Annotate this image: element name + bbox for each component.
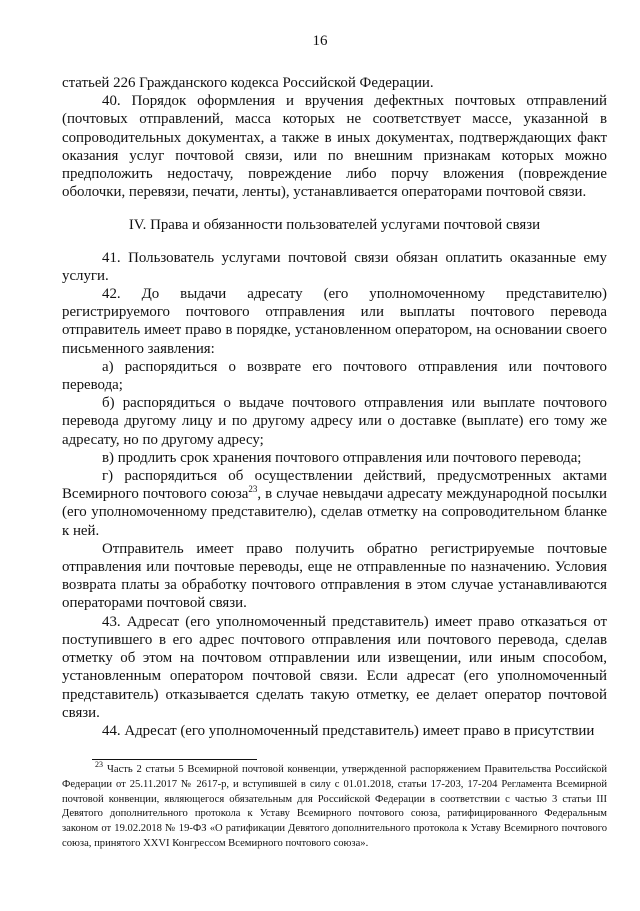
paragraph-continuation: статьей 226 Гражданского кодекса Российской Федерации. [62, 75, 434, 91]
paragraph-42-g-text-2: , в случае невыдачи адресату международной посылки (его уполномоченному представителю), сделав отметку на сопроводительном бланке к ней. [62, 486, 607, 539]
footnote-reference: 23 [248, 484, 258, 495]
paragraph-42-v: в) продлить срок хранения почтового отправления или почтового перевода; [102, 449, 582, 466]
paragraph-42: 42. До выдачи адресату (его уполномоченному представителю) регистрируемого почтового отправления или выплаты почтового перевода отправитель имеет право в порядке, установленном оператором, на основании своего письменного заявления: [62, 286, 607, 357]
section-heading: IV. Права и обязанности пользователей услугами почтовой связи [128, 217, 541, 234]
paragraph-42-g-text-1: г) распорядиться об осуществлении действий, предусмотренных актами Всемирного почтового союза [62, 468, 607, 503]
paragraph-41: 41. Пользователь услугами почтовой связи обязан оплатить оказанные ему услуги. [62, 249, 607, 284]
paragraph-44: 44. Адресат (его уполномоченный представитель) имеет право в присутствии [102, 722, 595, 739]
footnote-number: 23 [95, 760, 103, 770]
paragraph-42-g [62, 467, 607, 540]
paragraph-43: 43. Адресат (его уполномоченный представитель) имеет право отказаться от поступившего в его адрес почтового отправления или почтового перевода, сделав отметку об этом на почтовом отправлении или извещении, или иным способом, установленным оператором почтовой связи. Если адресат (его уполномоченный представитель) отказывается сделать такую отметку, ее делает оператор почтовой связи. [62, 613, 607, 721]
paragraph-40: 40. Порядок оформления и вручения дефектных почтовых отправлений (почтовых отправлений, масса которых не соответствует массе, указанной в сопроводительных документах, а также в иных документах, подтверждающих факт оказания услуг почтовой связи, или по внешним признакам которых можно предположить недостачу, повреждение либо порчу вложения (повреждение оболочки, перевязи, печати, ленты), устанавливается операторами почтовой связи. [62, 93, 607, 201]
footnote [62, 760, 607, 852]
footnote-divider [92, 759, 257, 760]
document-body [62, 74, 607, 740]
paragraph-42-a: а) распорядиться о возврате его почтового отправления или почтового перевода; [62, 358, 607, 394]
paragraph-42-b: б) распорядиться о выдаче почтового отправления или выплате почтового перевода другому лицу и по другому адресу или о доставке (выплате) его тому же адресату, но по другому адресу; [62, 395, 607, 448]
footnote-text: Часть 2 статьи 5 Всемирной почтовой конвенции, утвержденной распоряжением Правительства Российской Федерации от 25.11.2017 № 2617-р, и вступившей в силу с 01.01.2018, статьи 17-203, 17-204 Регламента Всемирной почтовой конвенции, являющегося обязательным для Российской Федерации в соответствии с частью 3 статьи III Девятого дополнительного протокола к Уставу Всемирного почтового союза, ратифицированного Федеральным законом от 19.02.2018 № 19-ФЗ «О ратификации Девятого дополнительного протокола к Уставу Всемирного почтового союза, принятого XXVI Конгрессом Всемирного почтового союза». [62, 764, 607, 849]
footnote-paragraph [62, 760, 607, 852]
page-number: 16 [312, 33, 328, 49]
paragraph-42-tail: Отправитель имеет право получить обратно регистрируемые почтовые отправления или почтовые переводы, еще не отправленные по назначению. Условия возврата платы за обработку почтового отправления в этом случае устанавливаются операторами почтовой связи. [62, 540, 607, 612]
